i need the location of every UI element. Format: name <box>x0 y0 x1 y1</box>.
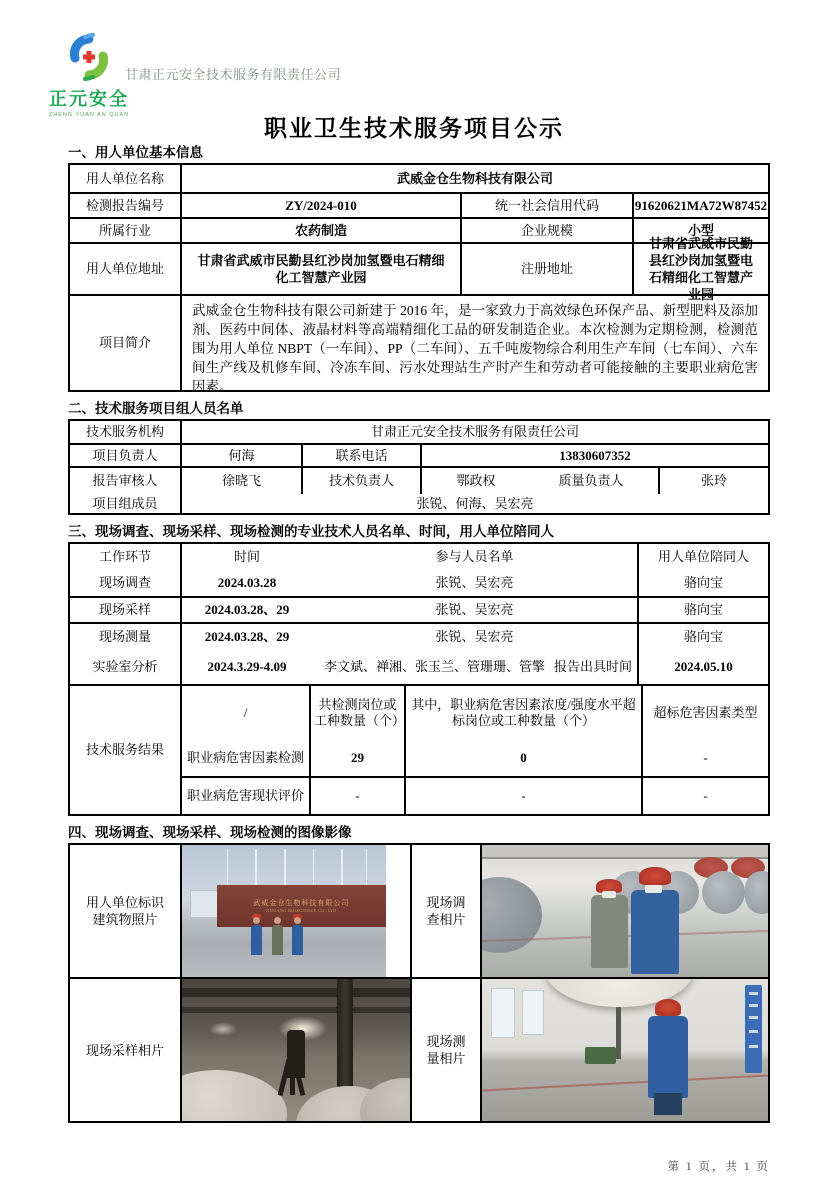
result-row-type: - <box>641 778 768 814</box>
result-row-type: - <box>641 740 768 776</box>
page-title: 职业卫生技术服务项目公示 <box>264 116 564 141</box>
stage-cell: 现场测量 <box>98 629 151 644</box>
section4-heading: 四、现场调查、现场采样、现场检测的图像影像 <box>68 825 352 840</box>
measure-lab-group <box>70 622 768 684</box>
report-date-value: 2024.05.10 <box>637 650 768 684</box>
time-cell: 2024.03.28、29 <box>180 598 312 622</box>
table-row <box>182 740 768 776</box>
stage-cell: 现场采样 <box>98 602 151 617</box>
leader-value: 何海 <box>180 445 301 466</box>
pump-machine <box>585 1047 616 1064</box>
col-people-header: 参与人员名单 <box>435 549 514 564</box>
time-cell: 2024.03.28 <box>180 570 312 596</box>
result-header-type: 超标危害因素类型 <box>641 686 768 740</box>
section3-heading: 三、现场调查、现场采样、现场检测的专业技术人员名单、时间，用人单位陪同人 <box>68 524 554 539</box>
industry-label: 所属行业 <box>98 222 151 238</box>
tech-lead-label: 技术负责人 <box>301 468 420 494</box>
worker-figure <box>648 1016 688 1098</box>
stage-cell: 现场调查 <box>98 575 151 590</box>
photo2-label: 现场调查相片 <box>410 845 480 977</box>
table-row <box>70 624 768 650</box>
gate-sign <box>217 885 386 927</box>
result-detect-group <box>182 686 768 776</box>
photo1-label: 用人单位标识建筑物照片 <box>85 895 164 927</box>
banner-sign <box>745 985 762 1073</box>
company-logo <box>44 32 134 118</box>
time-cell: 2024.3.29-4.09 <box>180 650 312 684</box>
page-number: 第 1 页，共 1 页 <box>667 1161 770 1173</box>
people-cell: 张锐、吴宏亮 <box>435 629 514 644</box>
photo4-label: 现场测量相片 <box>410 979 480 1121</box>
reviewer-label: 报告审核人 <box>92 473 158 488</box>
person-figure <box>251 925 262 955</box>
escort-cell: 骆向宝 <box>637 624 768 650</box>
leader-label: 项目负责人 <box>92 447 158 463</box>
photo-site-survey <box>482 845 768 977</box>
person-figure <box>292 925 303 955</box>
report-date-label: 报告出具时间 <box>553 659 632 674</box>
employer-info-table <box>68 163 770 392</box>
result-row-exceed: 0 <box>404 740 641 776</box>
result-header-count: 共检测岗位或工种数量（个） <box>309 686 404 740</box>
photo-measurement <box>482 979 768 1121</box>
table-row <box>70 596 768 622</box>
credit-code-label: 统一社会信用代码 <box>460 194 632 217</box>
worker-figure <box>591 895 628 968</box>
quality-lead-label: 质量负责人 <box>558 473 624 488</box>
intro-label: 项目简介 <box>98 335 151 350</box>
employer-name-label: 用人单位名称 <box>85 170 164 186</box>
result-row-name: 职业病危害因素检测 <box>186 750 304 765</box>
document-body <box>68 144 770 1131</box>
section2-heading: 二、技术服务项目组人员名单 <box>68 401 244 416</box>
phone-label: 联系电话 <box>301 445 420 466</box>
logo-text-pinyin: ZHENG YUAN AN QUAN <box>48 112 130 118</box>
members-value: 张锐、何海、吴宏亮 <box>180 494 768 513</box>
reg-address-value: 甘肃省武威市民勤县红沙岗加氢暨电石精细化工智慧产业园 <box>632 244 768 294</box>
report-no-label: 检测报告编号 <box>85 197 164 213</box>
reviewer-value: 徐晓飞 <box>180 468 301 494</box>
tech-lead-value: 鄂政权 <box>456 473 496 488</box>
section1-heading: 一、用人单位基本信息 <box>68 145 203 160</box>
people-cell: 张锐、吴宏亮 <box>435 602 514 617</box>
report-no-value: ZY/2024-010 <box>180 194 460 217</box>
result-label: 技术服务结果 <box>85 742 164 757</box>
table-row <box>70 570 768 596</box>
employer-name-value: 武威金仓生物科技有限公司 <box>180 165 768 192</box>
photo-company-gate <box>182 845 386 977</box>
members-label: 项目组成员 <box>92 495 158 511</box>
col-stage-header: 工作环节 <box>98 549 151 564</box>
col-time-header: 时间 <box>180 544 312 570</box>
org-value: 甘肃正元安全技术服务有限责任公司 <box>180 421 768 443</box>
logo-swirl-icon <box>63 32 115 82</box>
table-row <box>70 650 768 684</box>
gate-sign-text: 武威金仓生物科技有限公司 <box>253 898 350 907</box>
org-label: 技术服务机构 <box>85 424 164 439</box>
escort-cell: 骆向宝 <box>637 598 768 622</box>
table-row <box>182 776 768 814</box>
escort-cell: 骆向宝 <box>637 570 768 596</box>
people-cell: 张锐、吴宏亮 <box>435 575 514 590</box>
phone-value: 13830607352 <box>420 445 768 466</box>
reg-address-label: 注册地址 <box>460 244 632 294</box>
gate-sign-subtext: JINCANG BIOSCIENCE CO.,LTD <box>266 907 337 913</box>
survey-group <box>70 544 768 596</box>
project-team-table <box>68 419 770 515</box>
photo-sampling <box>182 979 410 1121</box>
result-row-count: 29 <box>309 740 404 776</box>
person-figure <box>272 925 283 955</box>
result-header-slash: / <box>243 705 248 720</box>
result-row-count: - <box>309 778 404 814</box>
col-escort-header: 用人单位陪同人 <box>637 544 768 570</box>
scale-value: 小型 <box>632 219 768 242</box>
photo3-label: 现场采样相片 <box>85 1042 164 1058</box>
quality-lead-value: 张玲 <box>658 468 768 494</box>
people-cell: 李文斌、禅湘、张玉兰、管珊珊、管擎 <box>323 659 545 674</box>
result-row-name: 职业病危害现状评价 <box>186 788 304 803</box>
stage-cell: 实验室分析 <box>92 659 158 674</box>
credit-code-value: 91620621MA72W87452 <box>632 194 768 217</box>
review-members-group <box>70 466 768 513</box>
logo-text-cn: 正元安全 <box>49 89 129 109</box>
result-header-exceed: 其中，职业病危害因素浓度/强度水平超标岗位或工种数量（个） <box>404 686 641 740</box>
time-cell: 2024.03.28、29 <box>180 624 312 650</box>
photo-table <box>68 843 770 1123</box>
service-company-name: 甘肃正元安全技术服务有限责任公司 <box>125 67 342 82</box>
worker-figure <box>631 890 680 974</box>
scale-label: 企业规模 <box>460 219 632 242</box>
service-result-block <box>70 684 768 814</box>
result-row-exceed: - <box>404 778 641 814</box>
fieldwork-table <box>68 542 770 816</box>
intro-text: 武威金仓生物科技有限公司新建于 2016 年，是一家致力于高效绿色环保产品、新型肥料及添加剂、医药中间体、液晶材料等高端精细化工品的研发制造企业。本次检测为定期检测，检测范围为用人单位 NBPT（一车间）、PP（二车间）、五千吨废物综合利用生产车间（七车间）、六车间生产线及机修车间、冷冻车间、污水处理站生产时产生和劳动者可能接触的主要职业病危害因素。 <box>180 296 768 390</box>
address-value: 甘肃省武威市民勤县红沙岗加氢暨电石精细化工智慧产业园 <box>180 244 460 294</box>
industry-value: 农药制造 <box>180 219 460 242</box>
address-label: 用人单位地址 <box>85 261 164 276</box>
